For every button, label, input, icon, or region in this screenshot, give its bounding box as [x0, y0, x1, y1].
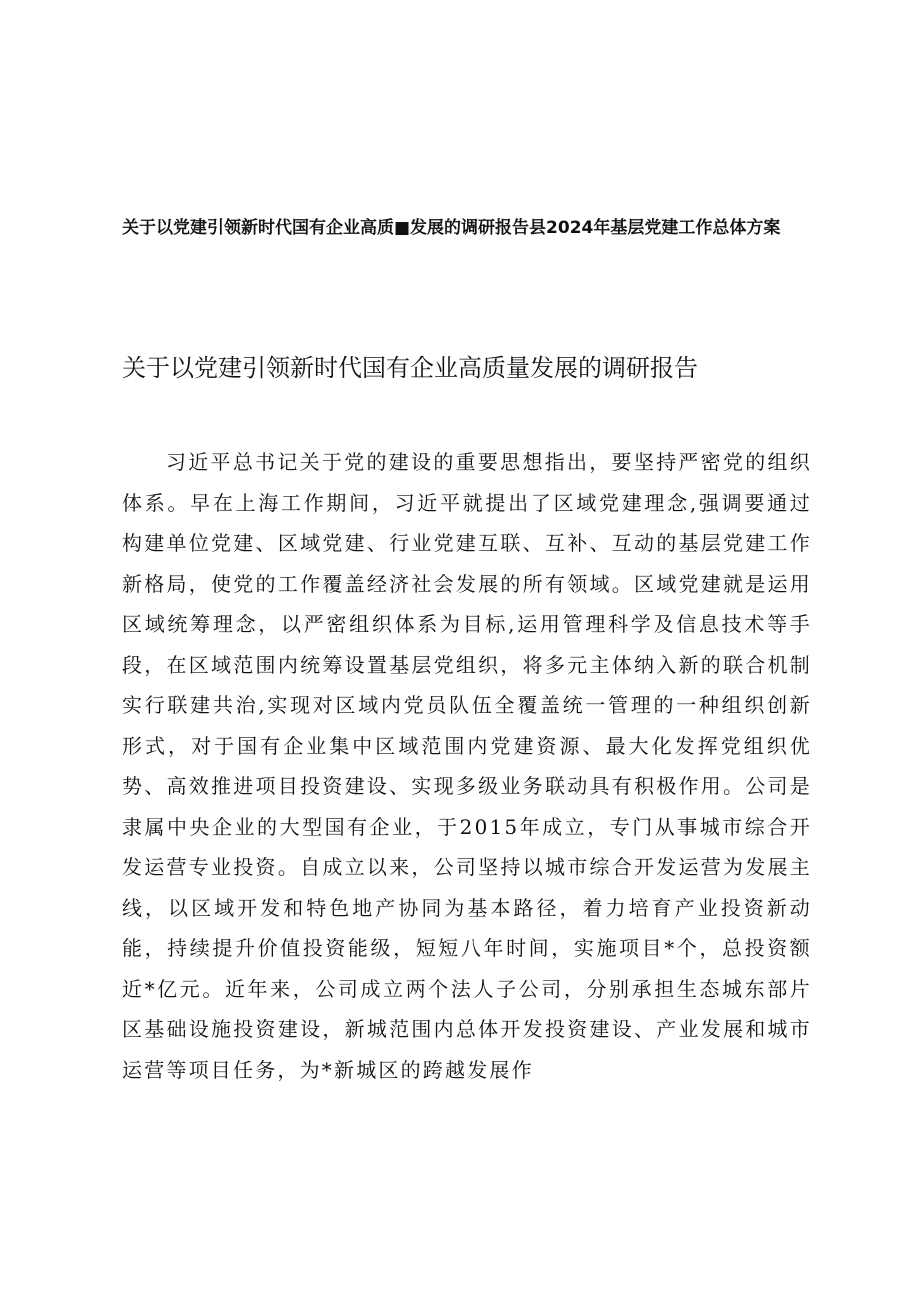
report-heading: 关于以党建引领新时代国有企业高质量发展的调研报告: [122, 354, 698, 382]
body-paragraph: 习近平总书记关于党的建设的重要思想指出，要坚持严密党的组织体系。早在上海工作期间，习近平就提出了区域党建理念,强调要通过构建单位党建、区域党建、行业党建互联、互补、互动的基层党建工作新格局，使党的工作覆盖经济社会发展的所有领域。区域党建就是运用区域统筹理念，以严密组织体系为目标,运用管理科学及信息技术等手段，在区域范围内统筹设置基层党组织，将多元主体纳入新的联合机制实行联建共治,实现对区域内党员队伍全覆盖统一管理的一种组织创新形式，对于国有企业集中区域范围内党建资源、最大化发挥党组织优势、高效推进项目投资建设、实现多级业务联动具有积极作用。公司是隶属中央企业的大型国有企业，于2015年成立，专门从事城市综合开发运营专业投资。自成立以来，公司坚持以城市综合开发运营为发展主线，以区域开发和特色地产协同为基本路径，着力培育产业投资新动能，持续提升价值投资能级，短短八年时间，实施项目*个，总投资额近*亿元。近年来，公司成立两个法人子公司，分别承担生态城东部片区基础设施投资建设，新城范围内总体开发投资建设、产业发展和城市运营等项目任务，为*新城区的跨越发展作: [122, 450, 812, 1082]
compilation-title: 关于以党建引领新时代国有企业高质■发展的调研报告县2024年基层党建工作总体方案: [122, 218, 781, 238]
